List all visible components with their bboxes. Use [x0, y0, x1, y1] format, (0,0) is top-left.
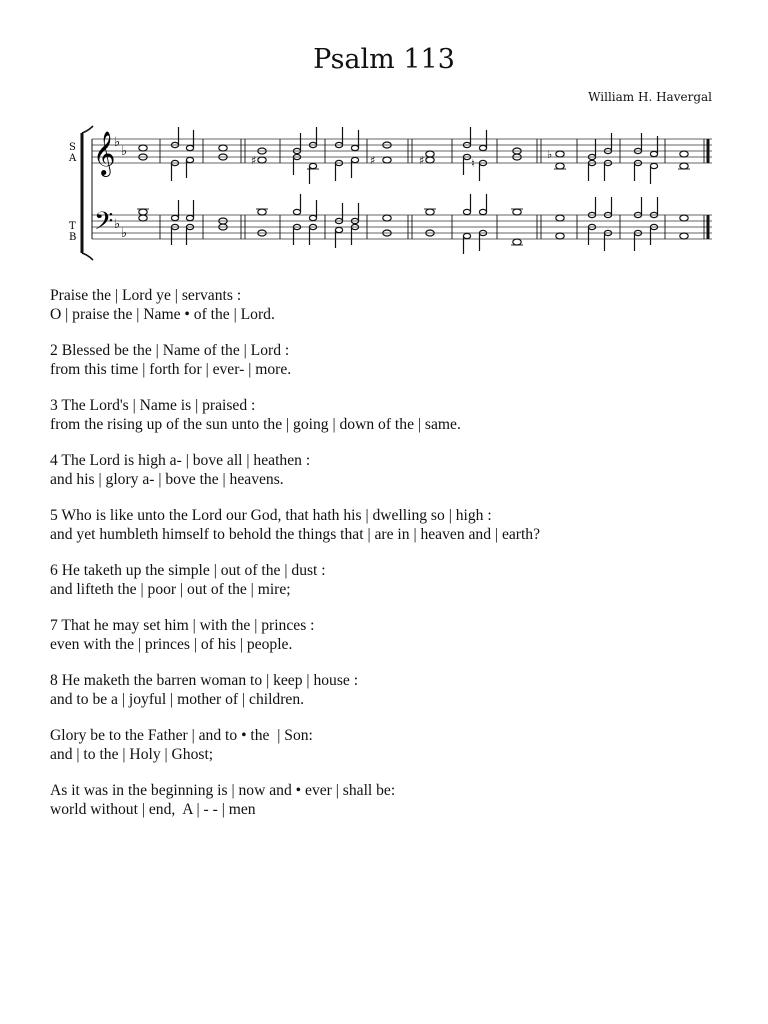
note	[680, 215, 688, 221]
verse-line-second: O | praise the | Name • of the | Lord.	[50, 306, 275, 323]
treble-clef-icon: 𝄞	[93, 131, 116, 175]
note	[556, 163, 564, 169]
verse-line-first: As it was in the beginning is | now and • ever | shall be:	[50, 782, 396, 799]
note	[139, 215, 147, 221]
note	[309, 163, 316, 168]
verse-line-second: and to be a | joyful | mother of | children.	[50, 691, 305, 708]
note	[186, 145, 193, 150]
note	[556, 215, 564, 221]
verse-line-first: Praise the | Lord ye | servants :	[50, 287, 242, 304]
verse-block	[50, 286, 730, 324]
verse-line-second: and lifteth the | poor | out of the | mire;	[50, 581, 291, 598]
svg-text:♭: ♭	[121, 144, 128, 159]
verse-line-second: from this time | forth for | ever- | more.	[50, 361, 292, 378]
verse-line-first: 7 That he may set him | with the | princes :	[50, 617, 315, 634]
verse-line-first: 8 He maketh the barren woman to | keep | house :	[50, 672, 359, 689]
note	[513, 209, 521, 215]
bass-notes	[139, 194, 688, 254]
verse-line-second: even with the | princes | of his | people.	[50, 636, 293, 653]
note	[383, 157, 391, 163]
system-bracket	[82, 126, 93, 260]
note	[186, 157, 193, 162]
verse-line-second: and his | glory a- | bove the | heavens.	[50, 471, 284, 488]
verse-block	[50, 506, 730, 544]
staff-label-tenor: T	[69, 221, 76, 232]
note	[426, 151, 434, 157]
note	[556, 151, 564, 157]
note	[463, 233, 470, 238]
verse-line-second: and yet humbleth himself to behold the things that | are in | heaven and | earth?	[50, 526, 541, 543]
verse-block	[50, 616, 730, 654]
music-score	[0, 0, 768, 270]
note	[463, 209, 470, 214]
note	[309, 215, 316, 220]
note	[335, 227, 342, 232]
note	[171, 215, 178, 220]
verse-block	[50, 561, 730, 599]
verse-line-second: and | to the | Holy | Ghost;	[50, 746, 214, 763]
verse-block	[50, 671, 730, 709]
note	[351, 157, 358, 162]
note	[650, 163, 657, 168]
verse-line-first: Glory be to the Father | and to • the | Son:	[50, 727, 313, 744]
verse-line-second: world without | end, A | - - | men	[50, 801, 256, 818]
verse-line-first: 4 The Lord is high a- | bove all | heathen :	[50, 452, 311, 469]
verse-line-first: 6 He taketh up the simple | out of the | dust :	[50, 562, 326, 579]
note	[219, 145, 227, 151]
verse-line-first: 5 Who is like unto the Lord our God, that hath his | dwelling so | high :	[50, 507, 492, 524]
staff-label-alto: A	[69, 153, 77, 164]
treble-staff	[92, 139, 712, 163]
bass-staff	[92, 215, 712, 239]
svg-text:♭: ♭	[121, 226, 128, 241]
verse-block	[50, 341, 730, 379]
note	[513, 239, 521, 245]
note	[479, 145, 486, 150]
verse-block	[50, 451, 730, 489]
page-title: Psalm 113	[313, 44, 455, 75]
verse-line-first: 2 Blessed be the | Name of the | Lord :	[50, 342, 290, 359]
composer-credit: William H. Havergal	[588, 90, 712, 104]
staff-label-soprano: S	[69, 142, 76, 153]
verse-block	[50, 781, 730, 819]
note	[186, 215, 193, 220]
note	[293, 209, 300, 214]
treble-notes	[139, 127, 688, 184]
note	[650, 151, 657, 156]
svg-text:♭: ♭	[114, 135, 121, 150]
note	[680, 233, 688, 239]
svg-text:♯: ♯	[370, 154, 376, 167]
note	[351, 145, 358, 150]
ledger-lines	[137, 169, 690, 245]
note	[426, 157, 434, 163]
svg-text:♮: ♮	[471, 157, 475, 170]
note	[680, 151, 688, 157]
staff-label-bass: B	[69, 232, 77, 243]
bass-clef-icon: 𝄢	[94, 207, 114, 242]
note	[258, 209, 266, 215]
verse-block	[50, 726, 730, 764]
note	[680, 163, 688, 169]
psalm-text	[50, 286, 730, 836]
note	[139, 209, 147, 215]
verse-line-first: 3 The Lord's | Name is | praised :	[50, 397, 256, 414]
svg-text:♯: ♯	[251, 154, 257, 167]
verse-block	[50, 396, 730, 434]
svg-text:♯: ♯	[419, 154, 425, 167]
note	[556, 233, 564, 239]
note	[383, 215, 391, 221]
note	[139, 145, 147, 151]
svg-text:♭: ♭	[547, 148, 553, 161]
svg-text:♭: ♭	[114, 217, 121, 232]
note	[258, 157, 266, 163]
note	[479, 209, 486, 214]
verse-line-second: from the rising up of the sun unto the | going | down of the | same.	[50, 416, 461, 433]
note	[426, 209, 434, 215]
